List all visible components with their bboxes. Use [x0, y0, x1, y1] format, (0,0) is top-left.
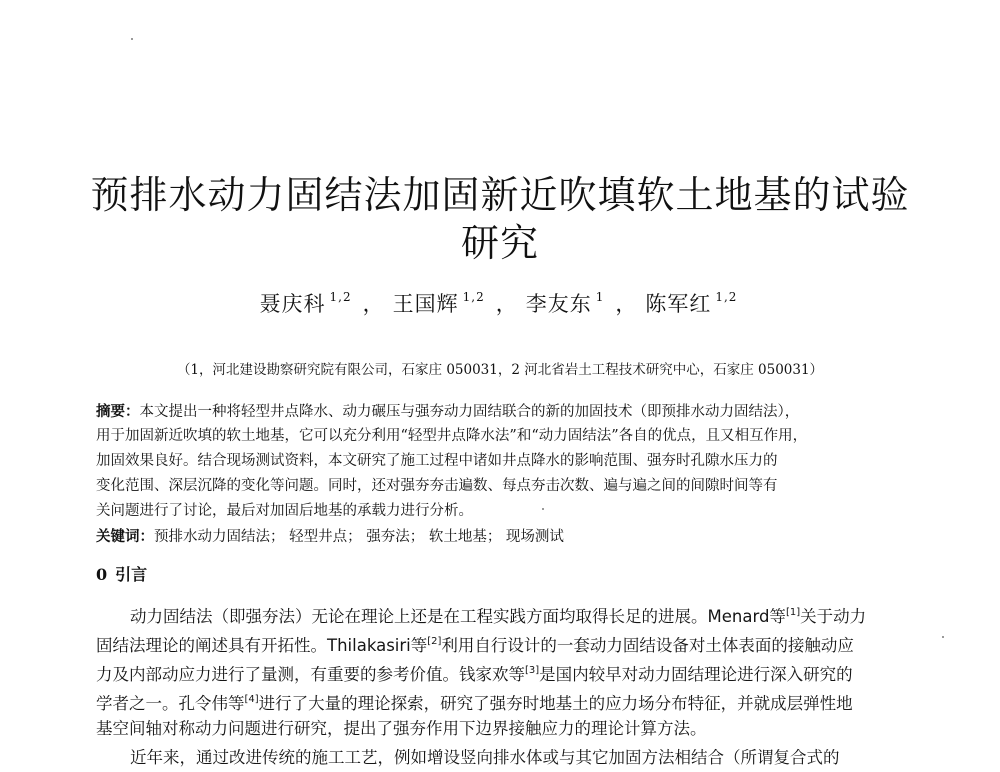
- citation-ref: [2]: [427, 636, 442, 647]
- body-text-span: 学者之一。孔令伟等: [96, 694, 245, 713]
- body-text-span: 关于动力: [800, 607, 867, 626]
- body-text-span: 动力固结法（即强夯法）无论在理论上还是在工程实践方面均取得长足的进展。Menard等: [130, 607, 786, 626]
- body-text: [96, 598, 904, 772]
- author-list: [60, 288, 940, 318]
- body-line: [96, 685, 904, 714]
- author-name: 王国辉: [392, 292, 459, 316]
- body-line: [96, 656, 904, 685]
- body-text-span: 利用自行设计的一套动力固结设备对土体表面的接触动应: [441, 636, 854, 655]
- author-name: 陈军红: [645, 292, 712, 316]
- affiliation: （1，河北建设勘察研究院有限公司，石家庄 050031，2 河北省岩土工程技术研究中心，石家庄 050031）: [176, 362, 824, 378]
- body-line: [96, 598, 904, 627]
- body-line: 基空间轴对称动力问题进行研究，提出了强夯作用下边界接触应力的理论计算方法。: [96, 719, 707, 738]
- author-separator: ，: [495, 292, 518, 316]
- citation-ref: [4]: [244, 694, 259, 705]
- abstract-label: 摘要：: [96, 403, 140, 420]
- section-title: 引言: [115, 565, 148, 584]
- abstract-line: 关问题进行了讨论，最后对加固后地基的承载力进行分析。: [96, 503, 473, 519]
- citation-ref: [3]: [525, 665, 540, 676]
- abstract: [96, 399, 904, 524]
- body-text-span: 进行了大量的理论探索，研究了强夯时地基土的应力场分布特征，并就成层弹性地: [258, 694, 853, 713]
- citation-ref: [1]: [785, 607, 801, 618]
- abstract-line: 用于加固新近吹填的软土地基，它可以充分利用“轻型井点降水法”和“动力固结法”各自的优点，且又相互作用，: [96, 428, 808, 444]
- keywords-text: 预排水动力固结法； 轻型井点； 强夯法； 软土地基； 现场测试: [154, 529, 564, 545]
- author-affiliation-mark: 1: [595, 290, 605, 304]
- body-line: 近年来，通过改进传统的施工工艺，例如增设竖向排水体或与其它加固方法相结合（所谓复合式的: [130, 748, 840, 767]
- keywords-label: 关键词：: [96, 528, 154, 545]
- abstract-line: 加固效果良好。结合现场测试资料，本文研究了施工过程中诸如井点降水的影响范围、强夯时孔隙水压力的: [96, 453, 778, 469]
- body-line: [96, 627, 904, 656]
- body-text-span: 力及内部动应力进行了量测，有重要的参考价值。钱家欢等: [96, 665, 525, 684]
- abstract-line: 变化范围、深层沉降的变化等问题。同时，还对强夯夯击遍数、每点夯击次数、遍与遍之间的间隙时间等有: [96, 478, 778, 494]
- author-separator: ，: [615, 292, 638, 316]
- author-separator: ，: [362, 292, 385, 316]
- abstract-line: [96, 399, 904, 424]
- section-number: 0: [96, 565, 108, 584]
- body-text-span: 固结法理论的阐述具有开拓性。Thilakasiri等: [96, 636, 428, 655]
- keywords: [96, 525, 904, 546]
- author-affiliation-mark: 1,2: [462, 290, 485, 304]
- body-text-span: 是国内较早对动力固结理论进行深入研究的: [539, 665, 853, 684]
- scan-speck: [942, 636, 944, 638]
- author-name: 李友东: [525, 292, 592, 316]
- author-affiliation-mark: 1,2: [715, 290, 738, 304]
- abstract-text: 本文提出一种将轻型井点降水、动力碾压与强夯动力固结联合的新的加固技术（即预排水动力固结法），: [139, 404, 800, 420]
- scan-speck: [131, 38, 133, 40]
- paper-title-line-2: 研究: [460, 221, 539, 265]
- author-name: 聂庆科: [259, 292, 326, 316]
- author-affiliation-mark: 1,2: [329, 290, 352, 304]
- section-heading: [96, 562, 147, 585]
- paper-title-line-1: 预排水动力固结法加固新近吹填软土地基的试验: [90, 173, 910, 217]
